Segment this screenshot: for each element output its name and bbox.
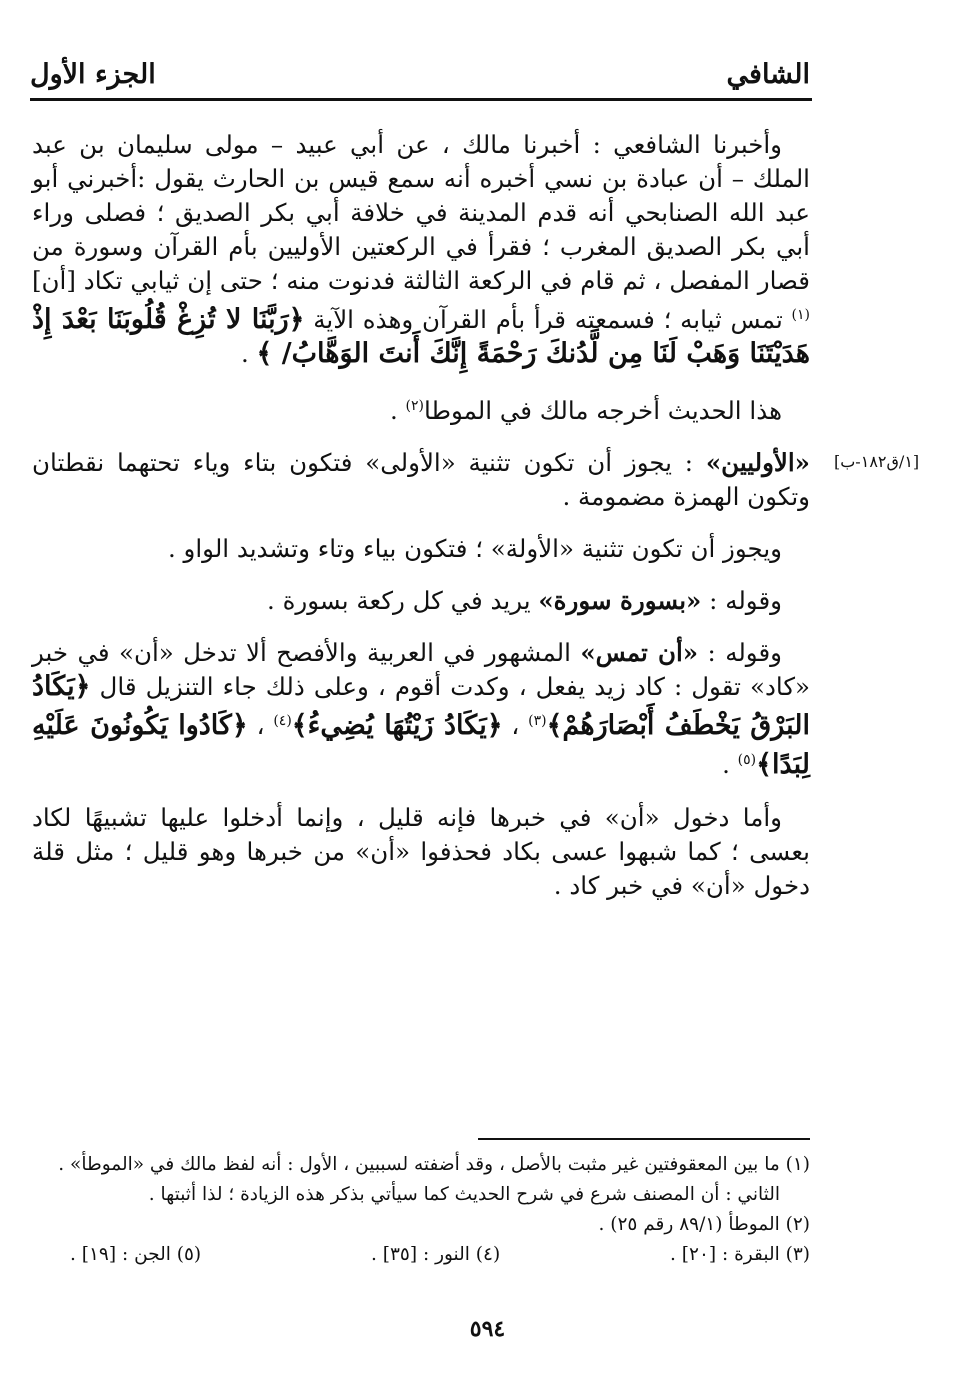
paragraph-text: وقوله : <box>698 638 782 668</box>
footnote-ref: (٢) <box>405 398 424 415</box>
paragraph-text: وأما دخول «أن» في خبرها فإنه قليل ، وإنما أدخلوا عليها تشبيهًا لكاد بعسى ؛ كما شبهوا عسى بكاد فحذفوا «أن» من خبرها وهو قليل ؛ مثل قلة دخول «أن» في خبر كاد . <box>32 802 810 900</box>
footnotes <box>32 1150 810 1270</box>
term-highlight: «الأوليين» <box>705 448 810 478</box>
footnote-ref: (١) <box>791 307 810 323</box>
paragraph-text: وأخبرنا الشافعي : أخبرنا مالك ، عن أبي عبيد – مولى سليمان بن عبد الملك – أن عبادة بن نسي أخبره أنه سمع قيس بن الحارث يقول :أخبرني أبو عبد الله الصنابحي أنه قدم المدينة في خلافة أبي بكر الصديق ؛ فصلى وراء أبي بكر الصديق المغرب ؛ فقرأ في الركعتين الأوليين بأم القرآن وسورة من قصار المفصل ، ثم قام في الركعة الثالثة فدنوت منه ؛ حتى إن ثيابي تكاد [أن] <box>32 130 810 295</box>
book-title: الشافي <box>726 59 810 90</box>
page-header <box>30 55 810 95</box>
paragraph-hadith <box>32 128 810 371</box>
paragraph-text: تمس ثيابه ؛ فسمعته قرأ بأم القرآن وهذه الآية <box>304 305 792 335</box>
footnote-3: (٣) البقرة : [٢٠] . <box>670 1244 810 1265</box>
paragraph-text: ويجوز أن تكون تثنية «الأولة» ؛ فتكون بياء وتاء وتشديد الواو . <box>167 534 782 564</box>
volume-title: الجزء الأول <box>30 59 156 90</box>
footnote-1: (١) ما بين المعقوفتين غير مثبت بالأصل ، وقد أضفته لسببين ، الأول : أنه لفظ مالك في «الموطأ» . <box>58 1154 810 1175</box>
paragraph-text: هذا الحديث أخرجه مالك في الموطا <box>424 396 782 426</box>
paragraph-text: وقوله : <box>701 586 782 616</box>
footnote-4: (٤) النور : [٣٥] . <box>371 1244 501 1265</box>
paragraph-awwala <box>32 532 810 566</box>
paragraph-text: . <box>389 396 406 426</box>
paragraph-surah <box>32 584 810 618</box>
footnote-ref: (٤) <box>273 713 292 730</box>
paragraph-kada <box>32 801 810 903</box>
quran-verse: ﴿رَبَّنَا لا تُزِغْ قُلُوبَنَا بَعْدَ إِذْ هَدَيْتَنَا وَهَبْ لَنَا مِن لَّدُنكَ رَحْمَةً إِنَّكَ أَنتَ الوَهَّابُ/ ﴾ <box>32 304 810 370</box>
footnote-2: (٢) الموطأ (٨٩/١ رقم ٢٥) . <box>598 1214 810 1235</box>
footnote-5: (٥) الجن : [١٩] . <box>70 1244 202 1265</box>
footnote-rule <box>478 1138 810 1140</box>
paragraph-an-tamus <box>32 636 810 782</box>
quran-verse: ﴿كَادُوا يَكُونُونَ عَلَيْهِ لِبَدًا﴾ <box>32 710 810 781</box>
footnote-row <box>70 1240 810 1270</box>
header-rule <box>30 98 812 101</box>
footnote-ref: (٥) <box>737 752 757 769</box>
page-number: ٥٩٤ <box>469 1316 506 1342</box>
footnote-ref: (٣) <box>528 713 547 730</box>
footnote-1-continued: الثاني : أن المصنف شرع في شرح الحديث كما سيأتي بذكر هذه الزيادة ؛ لذا أثبتها . <box>148 1184 780 1205</box>
paragraph-text: . <box>722 750 738 780</box>
paragraph-text: . <box>240 339 257 369</box>
paragraph-awwalayin <box>32 446 810 514</box>
paragraph-text: : يجوز أن تكون تثنية «الأولى» فتكون بتاء وياء تحتهما نقطتان وتكون الهمزة مضمومة . <box>32 448 810 512</box>
main-text <box>32 128 810 921</box>
quran-verse: ﴿يَكَادُ زَيْتُهَا يُضِيءُ﴾ <box>291 710 503 742</box>
paragraph-text: ، <box>247 711 274 741</box>
term-highlight: «أن تمس» <box>580 638 699 668</box>
paragraph-source <box>32 389 810 428</box>
paragraph-text: يريد في كل ركعة بسورة . <box>267 586 539 616</box>
paragraph-text: ، <box>502 711 529 741</box>
term-highlight: «بسورة سورة» <box>538 586 702 616</box>
quran-verse: ﴿يَكَادُ البَرْقُ يَخْطَفُ أَبْصَارَهُمْ﴾ <box>32 671 811 742</box>
paragraph-text: المشهور في العربية والأفصح ألا تدخل «أن» في خبر «كاد» تقول : كاد زيد يفعل ، وكدت أقوم ، وعلى ذلك جاء التنزيل قال <box>32 638 810 702</box>
manuscript-margin-note: [١/ق١٨٢-ب] <box>834 452 920 471</box>
